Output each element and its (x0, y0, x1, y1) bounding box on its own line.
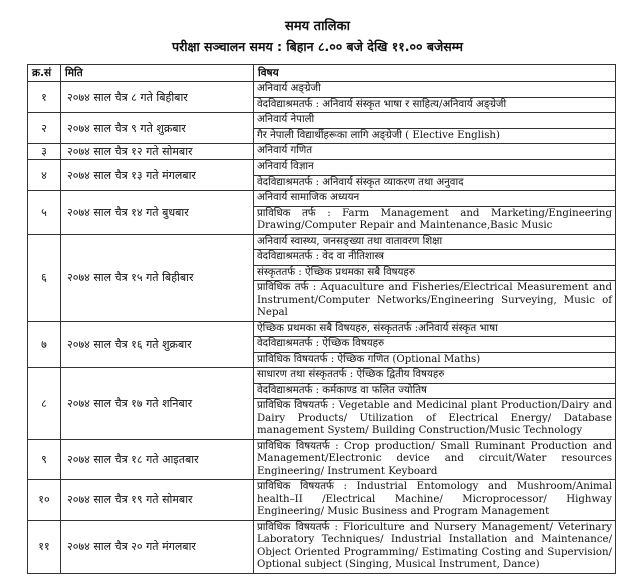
exam-date: २०७४ साल चैत्र १३ गते मंगलबार (61, 160, 254, 191)
subject-line: वेदविद्याश्रमतर्फ : ऐच्छिक विषयहरु (254, 337, 615, 353)
subject-line: वेदविद्याश्रमतर्फ : अनिवार्य संस्कृत भाषा र साहित्य/अनिवार्य अङ्ग्रेजी (257, 98, 507, 110)
subject-line: वेदविद्याश्रमतर्फ : अनिवार्य संस्कृत व्याकरण तथा अनुवाद (257, 176, 464, 188)
subject-line: ऐच्छिक प्रथमका सबै विषयहरु, संस्कृततर्फ :अनिवार्य संस्कृत भाषा (254, 322, 615, 338)
exam-time-subtitle: परीक्षा सञ्चालन समय : बिहान ८.०० बजे देखि ११.०० बजेसम्म (172, 39, 463, 54)
serial-number: १० (28, 480, 61, 521)
serial-number: २ (28, 113, 61, 144)
table-row (28, 113, 616, 144)
subject-line: प्राविधिक विषयतर्फ : Crop production/ Small Ruminant Production and Management/Electronic device and circuit/Water resources Engineering/ Instrument Keyboard (257, 440, 612, 477)
table-row (28, 82, 616, 113)
subject-line: प्राविधिक विषयतर्फ : Floriculture and Nursery Management/ Veterinary Laboratory Techniques/ Industrial Installation and Maintenance/ Object Oriented Programming/ Estimating Costing and Supervision/ Optional subject (Singing, Musical Instrument, Dance) (257, 521, 612, 570)
serial-number: ४ (28, 160, 61, 191)
exam-schedule-table (27, 64, 616, 574)
table-row (28, 144, 616, 160)
table-row (28, 191, 616, 235)
subject-cell (254, 368, 616, 440)
subject-line: वेदविद्याश्रमतर्फ : वेद वा नीतिशास्त्र (254, 250, 615, 266)
table-row (28, 160, 616, 191)
serial-number: ३ (28, 144, 61, 160)
subject-cell (254, 480, 616, 521)
subject-cell (254, 144, 616, 160)
serial-number: १ (28, 82, 61, 113)
table-row (28, 234, 616, 321)
subject-line: अनिवार्य सामाजिक अध्ययन (254, 191, 615, 207)
subject-cell (254, 520, 616, 573)
subject-line: प्राविधिक विषयतर्फ : Vegetable and Medicinal plant Production/Dairy and Dairy Products/ Utilization of Electrical Energy/ Database management System/ Building Construction/Music Technology (257, 400, 612, 436)
subject-line: गैर नेपाली विद्यार्थीहरूका लागि अङ्ग्रेजी ( Elective English) (257, 129, 500, 141)
serial-number: ११ (28, 520, 61, 573)
table-row (28, 439, 616, 480)
serial-number: ६ (28, 234, 61, 321)
subject-line: अनिवार्य नेपाली (254, 113, 615, 129)
schedule-body (28, 82, 616, 574)
subject-line: अनिवार्य विज्ञान (254, 160, 615, 176)
header-date: मिति (61, 65, 254, 82)
subject-line: साधारण तथा संस्कृततर्फ : ऐच्छिक द्वितीय विषयहरु (254, 368, 615, 384)
serial-number: ७ (28, 321, 61, 368)
subject-line: संस्कृततर्फ : ऐच्छिक प्रथमका सबै विषयहरु (254, 266, 615, 282)
page-title: समय तालिका (285, 19, 350, 34)
subject-line: प्राविधिक विषयतर्फ : ऐच्छिक गणित (Optional Maths) (257, 353, 481, 365)
serial-number: ५ (28, 191, 61, 235)
subject-cell (254, 113, 616, 144)
subject-line: प्राविधिक तर्फ : Aquaculture and Fisheries/Electrical Measurement and Instrument/Computer Networks/Engineering Surveying, Music of Nepal (257, 282, 612, 318)
header-subject: विषय (254, 65, 616, 82)
subject-line: अनिवार्य स्वास्थ्य, जनसङ्ख्या तथा वातावरण शिक्षा (254, 235, 615, 251)
exam-date: २०७४ साल चैत्र १४ गते बुधबार (61, 191, 254, 235)
exam-date: २०७४ साल चैत्र १७ गते शनिबार (61, 368, 254, 440)
subject-line: वेदविद्याश्रमतर्फ : कर्मकाण्ड वा फलित ज्योतिष (254, 384, 615, 400)
serial-number: ८ (28, 368, 61, 440)
exam-date: २०७४ साल चैत्र २० गते मंगलबार (61, 520, 254, 573)
subject-line: अनिवार्य अङ्ग्रेजी (254, 82, 615, 98)
exam-date: २०७४ साल चैत्र ८ गते बिहीबार (61, 82, 254, 113)
table-row (28, 321, 616, 368)
subject-line: प्राविधिक तर्फ : Farm Management and Marketing/Engineering Drawing/Computer Repair and Maintenance,Basic Music (257, 207, 612, 231)
subject-cell (254, 439, 616, 480)
exam-date: २०७४ साल चैत्र १६ गते शुक्रबार (61, 321, 254, 368)
exam-date: २०७४ साल चैत्र १८ गते आइतबार (61, 439, 254, 480)
exam-date: २०७४ साल चैत्र १२ गते सोमबार (61, 144, 254, 160)
table-row (28, 480, 616, 521)
subject-cell (254, 321, 616, 368)
subject-cell (254, 160, 616, 191)
exam-date: २०७४ साल चैत्र १५ गते बिहीबार (61, 234, 254, 321)
table-row (28, 368, 616, 440)
header-serial: क्र.सं (28, 65, 61, 82)
exam-date: २०७४ साल चैत्र १९ गते सोमबार (61, 480, 254, 521)
table-header-row (28, 65, 616, 82)
subject-cell (254, 234, 616, 321)
exam-date: २०७४ साल चैत्र ९ गते शुक्रबार (61, 113, 254, 144)
serial-number: ९ (28, 439, 61, 480)
subject-cell (254, 82, 616, 113)
table-row (28, 520, 616, 573)
subject-line: अनिवार्य गणित (257, 145, 313, 156)
subject-cell (254, 191, 616, 235)
subject-line: प्राविधिक विषयतर्फ : Industrial Entomology and Mushroom/Animal health–II /Electrical Machine/ Microprocessor/ Highway Engineering/ Music Business and Program Management (257, 481, 612, 517)
